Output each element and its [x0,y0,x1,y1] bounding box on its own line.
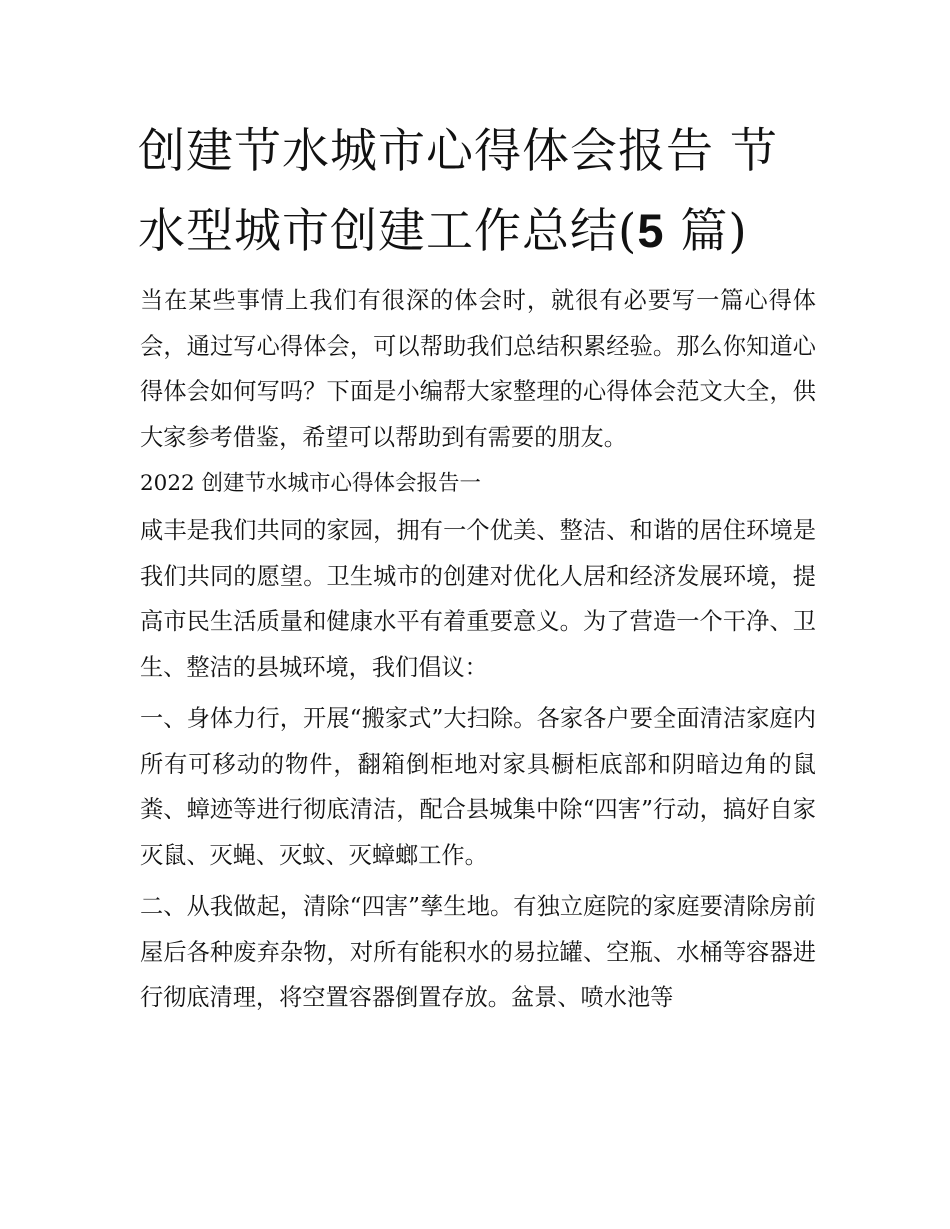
body-paragraph: 一、身体力行，开展“搬家式”大扫除。各家各户要全面清洁家庭内所有可移动的物件，翻箱倒柜地对家具橱柜底部和阴暗边角的鼠粪、蟑迹等进行彻底清洁，配合县城集中除“四害”行动，搞好自家灭鼠、灭蝇、灭蚊、灭蟑螂工作。 [140,705,816,869]
section-heading: 2022 创建节水城市心得体会报告一 [140,471,482,496]
title-count: 5 [637,204,665,257]
body-paragraph: 二、从我做起，清除“四害”孳生地。有独立庭院的家庭要清除房前屋后各种废弃杂物，对所有能积水的易拉罐、空瓶、水桶等容器进行彻底清理，将空置容器倒置存放。盆景、喷水池等 [140,893,816,1011]
body-paragraph: 咸丰是我们共同的家园，拥有一个优美、整洁、和谐的居住环境是我们共同的愿望。卫生城市的创建对优化人居和经济发展环境，提高市民生活质量和健康水平有着重要意义。为了营造一个干净、卫生、整洁的县城环境，我们倡议： [140,517,816,681]
title-text: 创建节水城市心得体会报告 节水型城市创建工作总结( [138,124,778,259]
title-suffix: 篇) [664,204,748,259]
document-body [140,278,816,1021]
document-title [138,112,818,271]
intro-paragraph: 当在某些事情上我们有很深的体会时，就很有必要写一篇心得体会，通过写心得体会，可以帮助我们总结积累经验。那么你知道心得体会如何写吗？下面是小编帮大家整理的心得体会范文大全，供大家参考借鉴，希望可以帮助到有需要的朋友。 [140,287,816,451]
